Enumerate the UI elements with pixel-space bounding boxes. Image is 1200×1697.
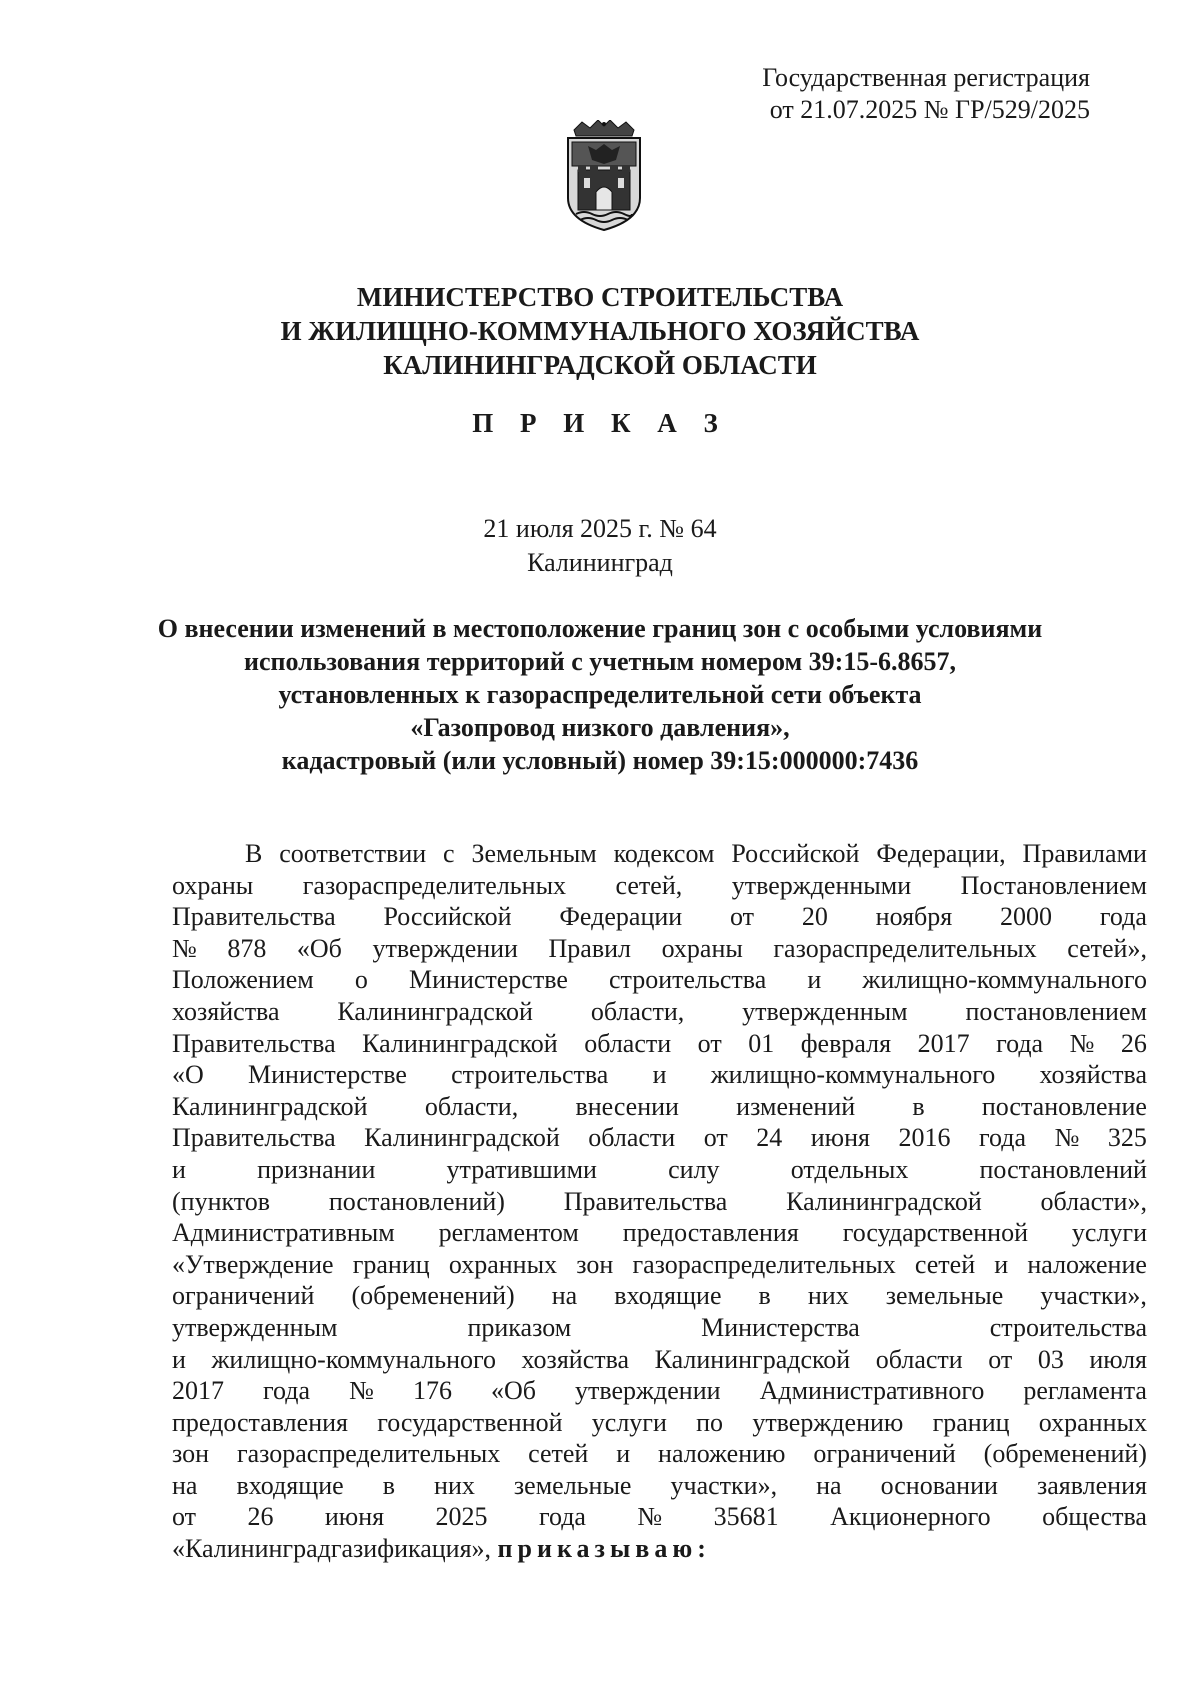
- body-word: зон: [576, 1249, 614, 1279]
- body-word: Административного: [759, 1376, 985, 1406]
- body-word: Министерстве: [248, 1060, 407, 1090]
- body-word: Земельным: [471, 839, 597, 868]
- body-word: жилищно-коммунального: [211, 1344, 496, 1374]
- body-word: по: [696, 1407, 724, 1437]
- body-word: услуги: [591, 1407, 667, 1437]
- body-word: ограничений: [172, 1281, 315, 1311]
- body-line: [172, 1438, 1147, 1470]
- body-word: Акционерного: [830, 1502, 991, 1532]
- body-line: [172, 1344, 1147, 1376]
- body-word: Российской: [731, 839, 860, 868]
- body-word: них: [434, 1470, 475, 1500]
- kaliningrad-coat-of-arms-icon: [560, 120, 648, 232]
- body-line: [172, 1091, 1147, 1123]
- body-word: основании: [880, 1470, 998, 1500]
- body-word: границ: [932, 1407, 1010, 1437]
- body-word: 2017: [917, 1028, 970, 1058]
- body-word: в: [912, 1091, 925, 1121]
- body-word: охранных: [448, 1249, 558, 1279]
- body-word: строительства: [609, 965, 767, 995]
- body-word: о: [354, 965, 368, 995]
- body-word: года: [538, 1502, 586, 1532]
- body-word: от: [988, 1344, 1013, 1374]
- body-word: постановлений): [328, 1186, 505, 1216]
- body-word: и: [652, 1060, 667, 1090]
- body-word: области,: [590, 996, 685, 1026]
- ministry-name-line2: И ЖИЛИЩНО-КОММУНАЛЬНОГО ХОЗЯЙСТВА: [280, 316, 920, 346]
- body-word: входящие: [614, 1281, 722, 1311]
- body-line: [172, 1312, 1147, 1344]
- body-word: и: [994, 1249, 1009, 1279]
- body-line: [172, 1186, 1147, 1218]
- body-word: 26: [247, 1502, 274, 1532]
- body-word: государственной: [842, 1218, 1028, 1248]
- order-date-number: 21 июля 2025 г. № 64: [483, 514, 717, 543]
- body-word: земельные: [885, 1281, 1004, 1311]
- body-word: Правил: [548, 933, 632, 963]
- body-word: июля: [1089, 1344, 1147, 1374]
- body-word: года: [979, 1123, 1027, 1153]
- body-word: газораспределительных: [773, 933, 1037, 963]
- body-line: [172, 1280, 1147, 1312]
- subject-line: О внесении изменений в местоположение границ зон с особыми условиями: [157, 614, 1043, 643]
- body-word: силу: [668, 1154, 720, 1184]
- body-word: хозяйства: [172, 996, 280, 1026]
- body-word: от: [172, 1502, 197, 1532]
- body-word: ноября: [875, 902, 953, 932]
- body-word: №: [1069, 1028, 1095, 1058]
- body-word: №: [637, 1502, 663, 1532]
- body-word: изменений: [736, 1091, 856, 1121]
- body-word: 03: [1037, 1344, 1064, 1374]
- subject-line: использования территорий с учетным номером 39:15-6.8657,: [243, 647, 956, 676]
- registration-number: от 21.07.2025 № ГР/529/2025: [769, 95, 1090, 124]
- body-word: жилищно-коммунального: [862, 965, 1147, 995]
- body-word: 2000: [1000, 902, 1053, 932]
- body-word: Федерации: [559, 902, 683, 932]
- body-word: 325: [1107, 1123, 1147, 1153]
- body-word: Калининградской: [364, 1123, 560, 1153]
- body-word: (пунктов: [172, 1186, 271, 1216]
- body-word: с: [443, 839, 455, 868]
- body-word: 878: [227, 933, 267, 963]
- ministry-header: [0, 280, 1200, 382]
- body-word: наложению: [658, 1439, 786, 1469]
- body-word: сетей»,: [1067, 933, 1147, 963]
- body-word: и: [807, 965, 822, 995]
- body-word: хозяйства: [1039, 1060, 1147, 1090]
- body-word: утвержденным: [742, 996, 908, 1026]
- body-last-line: [172, 1533, 1147, 1565]
- order-directive: приказываю:: [497, 1534, 711, 1564]
- body-line: [172, 838, 1147, 870]
- body-word: кодексом: [613, 839, 715, 868]
- body-word: и: [172, 1344, 186, 1374]
- body-last-line-text: «Калининградгазификация»,: [172, 1534, 498, 1564]
- body-word: Калининградской: [362, 1028, 558, 1058]
- body-word: ограничений: [813, 1439, 956, 1469]
- body-word: утверждению: [752, 1407, 904, 1437]
- body-word: 35681: [713, 1502, 779, 1532]
- body-word: утратившими: [446, 1154, 597, 1184]
- body-word: утвержденным: [172, 1312, 338, 1342]
- body-word: жилищно-коммунального: [710, 1060, 996, 1090]
- body-word: 176: [412, 1376, 452, 1406]
- body-word: отдельных: [790, 1154, 909, 1184]
- body-word: земельные: [513, 1470, 632, 1500]
- body-word: области»,: [1040, 1186, 1147, 1216]
- body-word: Правительства: [172, 1123, 336, 1153]
- body-line: [172, 1154, 1147, 1186]
- body-line: [172, 1249, 1147, 1281]
- body-word: и: [172, 1154, 186, 1184]
- body-word: от: [697, 1028, 722, 1058]
- body-word: от: [703, 1123, 728, 1153]
- body-word: на: [172, 1470, 198, 1500]
- body-word: №: [349, 1376, 374, 1406]
- subject-line: кадастровый (или условный) номер 39:15:000000:7436: [281, 746, 919, 775]
- body-word: «Утверждение: [172, 1249, 334, 1279]
- body-word: предоставления: [172, 1407, 348, 1437]
- body-word: июня: [324, 1502, 385, 1532]
- body-word: Правительства: [172, 902, 336, 932]
- body-word: области: [875, 1344, 963, 1374]
- body-word: охраны: [661, 933, 743, 963]
- body-word: Калининградской: [172, 1091, 368, 1121]
- body-word: года: [996, 1028, 1044, 1058]
- body-word: на: [816, 1470, 842, 1500]
- body-word: границ: [352, 1249, 430, 1279]
- body-word: (обременений): [983, 1439, 1147, 1469]
- body-word: Положением: [172, 965, 314, 995]
- body-word: «Об: [296, 933, 342, 963]
- body-word: охраны: [172, 870, 254, 900]
- body-word: газораспределительных: [632, 1249, 896, 1279]
- body-word: на: [551, 1281, 578, 1311]
- body-word: области: [588, 1123, 676, 1153]
- body-word: Калининградской: [654, 1344, 851, 1374]
- body-line: [172, 1501, 1147, 1533]
- body-line: [172, 964, 1147, 996]
- body-word: в: [758, 1281, 771, 1311]
- body-word: Постановлением: [960, 870, 1147, 900]
- body-word: 2016: [898, 1123, 951, 1153]
- body-line: [172, 870, 1147, 902]
- body-word: государственной: [377, 1407, 563, 1437]
- body-word: соответствии: [279, 839, 427, 868]
- body-word: 24: [756, 1123, 783, 1153]
- body-word: 2025: [435, 1502, 488, 1532]
- body-word: 2017: [172, 1376, 224, 1406]
- body-line: [172, 1217, 1147, 1249]
- body-word: №: [172, 933, 197, 963]
- body-word: от: [730, 902, 755, 932]
- body-word: входящие: [236, 1470, 344, 1500]
- body-line: [172, 1407, 1147, 1439]
- body-word: Административным: [172, 1218, 395, 1248]
- body-word: участки»,: [1040, 1281, 1147, 1311]
- body-word: утверждении: [372, 933, 518, 963]
- body-word: газораспределительных: [236, 1439, 501, 1469]
- body-word: утвержденными: [731, 870, 912, 900]
- body-word: сетей: [914, 1249, 976, 1279]
- body-word: строительства: [989, 1312, 1147, 1342]
- body-word: приказом: [467, 1312, 572, 1342]
- body-line: [172, 901, 1147, 933]
- body-word: хозяйства: [521, 1344, 630, 1374]
- body-word: постановление: [981, 1091, 1147, 1121]
- body-line: [172, 996, 1147, 1028]
- body-word: строительства: [451, 1060, 609, 1090]
- body-word: Калининградской: [786, 1186, 982, 1216]
- body-word: июня: [810, 1123, 870, 1153]
- body-word: сетей,: [615, 870, 683, 900]
- body-word: 26: [1120, 1028, 1147, 1058]
- body-word: февраля: [800, 1028, 892, 1058]
- body-word: зон: [172, 1439, 210, 1469]
- body-word: «Об: [490, 1376, 536, 1406]
- body-line: [172, 1059, 1147, 1091]
- body-word: №: [1054, 1123, 1080, 1153]
- body-word: Российской: [383, 902, 512, 932]
- body-word: В: [245, 839, 263, 868]
- body-word: Министерстве: [409, 965, 568, 995]
- body-word: (обременений): [351, 1281, 515, 1311]
- body-word: Калининградской: [337, 996, 533, 1026]
- body-word: постановлений: [979, 1154, 1147, 1184]
- body-word: Министерства: [701, 1312, 860, 1342]
- body-word: Федерации,: [876, 839, 1006, 868]
- body-word: 20: [801, 902, 828, 932]
- body-word: 01: [748, 1028, 775, 1058]
- body-word: Правилами: [1022, 839, 1147, 868]
- registration-stamp: [762, 62, 1090, 126]
- body-word: заявления: [1036, 1470, 1147, 1500]
- body-line: [172, 933, 1147, 965]
- body-word: регламентом: [438, 1218, 579, 1248]
- order-city: Калининград: [527, 548, 673, 577]
- body-line: [172, 1122, 1147, 1154]
- body-word: Правительства: [172, 1028, 336, 1058]
- body-word: утверждении: [575, 1376, 721, 1406]
- ministry-name-line1: МИНИСТЕРСТВО СТРОИТЕЛЬСТВА: [356, 282, 844, 312]
- order-date-block: [0, 512, 1200, 580]
- body-line: [172, 1375, 1147, 1407]
- body-word: области: [584, 1028, 672, 1058]
- body-word: участки»,: [670, 1470, 778, 1500]
- body-word: и: [616, 1439, 631, 1469]
- body-word: услуги: [1071, 1218, 1147, 1248]
- body-word: в: [382, 1470, 396, 1500]
- body-line: [172, 1470, 1147, 1502]
- ministry-name-line3: КАЛИНИНГРАДСКОЙ ОБЛАСТИ: [383, 350, 817, 380]
- body-word: регламента: [1023, 1376, 1147, 1406]
- body-word: года: [263, 1376, 311, 1406]
- body-word: «О: [172, 1060, 204, 1090]
- registration-label: Государственная регистрация: [762, 63, 1090, 92]
- body-word: постановлением: [965, 996, 1147, 1026]
- body-word: признании: [257, 1154, 376, 1184]
- body-word: области,: [424, 1091, 519, 1121]
- body-word: газораспределительных: [302, 870, 567, 900]
- body-word: Правительства: [563, 1186, 728, 1216]
- body-word: предоставления: [622, 1218, 799, 1248]
- body-word: общества: [1042, 1502, 1147, 1532]
- body-word: наложение: [1027, 1249, 1147, 1279]
- body-word: внесении: [575, 1091, 679, 1121]
- order-body-paragraph: [172, 838, 1147, 1565]
- body-word: сетей: [528, 1439, 589, 1469]
- body-line: [172, 1028, 1147, 1060]
- subject-line: установленных к газораспределительной сети объекта: [278, 680, 922, 709]
- body-word: них: [807, 1281, 849, 1311]
- order-subject: [0, 612, 1200, 777]
- subject-line: «Газопровод низкого давления»,: [410, 713, 790, 742]
- body-word: года: [1099, 902, 1147, 932]
- order-title: П Р И К А З: [472, 408, 728, 438]
- body-word: охранных: [1038, 1407, 1147, 1437]
